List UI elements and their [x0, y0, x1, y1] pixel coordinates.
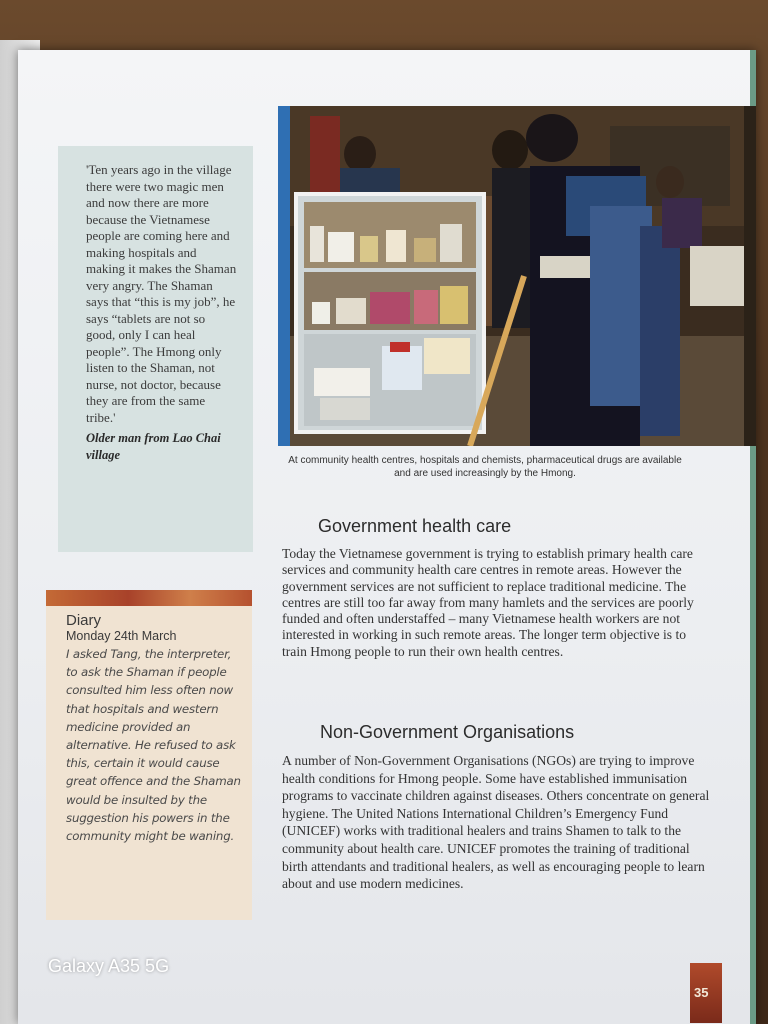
quote-box: [58, 146, 253, 552]
ngo-body: A number of Non-Government Organisations (NGOs) are trying to improve health conditions for Hmong people. Some have established immunisation programs to vaccinate children against diseases. Others concentrate on general hygiene. The United Nations International Children’s Emergency Fund (UNICEF) works with traditional healers and trains Shamen to talk to the community about health care. UNICEF promotes the training of traditional birth attendants and traditional healers, as well as encouraging people to learn about and use modern medicines.: [282, 753, 710, 892]
pharmacy-scene-image: [290, 106, 744, 446]
diary-box: [46, 590, 252, 920]
page-number-tab: [690, 963, 722, 1023]
quote-text: 'Ten years ago in the village there were two magic men and now there are more because the Vietnamese people are coming here and making hospitals and making it makes the Shaman very angry. The Shaman says that “this is my job”, he says “tablets are not so good, only I can heal people”. The Hmong only listen to the Shaman, not nurse, not doctor, because they are from the same tribe.': [86, 162, 237, 425]
photo-caption: At community health centres, hospitals and chemists, pharmaceutical drugs are available and are used increasingly by the Hmong.: [288, 455, 682, 479]
ngo-heading: Non-Government Organisations: [320, 722, 575, 742]
diary-date: Monday 24th March: [66, 629, 177, 643]
page-number: 35: [694, 985, 709, 1000]
government-heading: Government health care: [318, 516, 512, 536]
diary-title: Diary: [66, 612, 102, 629]
diary-text: I asked Tang, the interpreter, to ask the Shaman if people consulted him less often now that hospitals and western medicine provided an alternative. He refused to ask this, certain it would cause great offence and the Shaman would be insulted by the suggestion his powers in the community might be waning.: [66, 647, 241, 844]
book-page: [18, 50, 756, 1024]
camera-watermark: Galaxy A35 5G: [48, 956, 170, 976]
government-body: Today the Vietnamese government is trying to establish primary health care services and community health care centres in remote areas. However the government services are not sufficient to replace traditional medicine. The centres are still too far away from many hamlets and the services are poorly funded and often understaffed – many Vietnamese health workers are not interested in working in such remote areas. The longer term objective is to train Hmong people to run their own health centres.: [282, 546, 694, 659]
quote-attribution: Older man from Lao Chai village: [86, 431, 221, 462]
pharmacy-photo: [278, 106, 756, 446]
diary-stripe: [46, 590, 252, 606]
